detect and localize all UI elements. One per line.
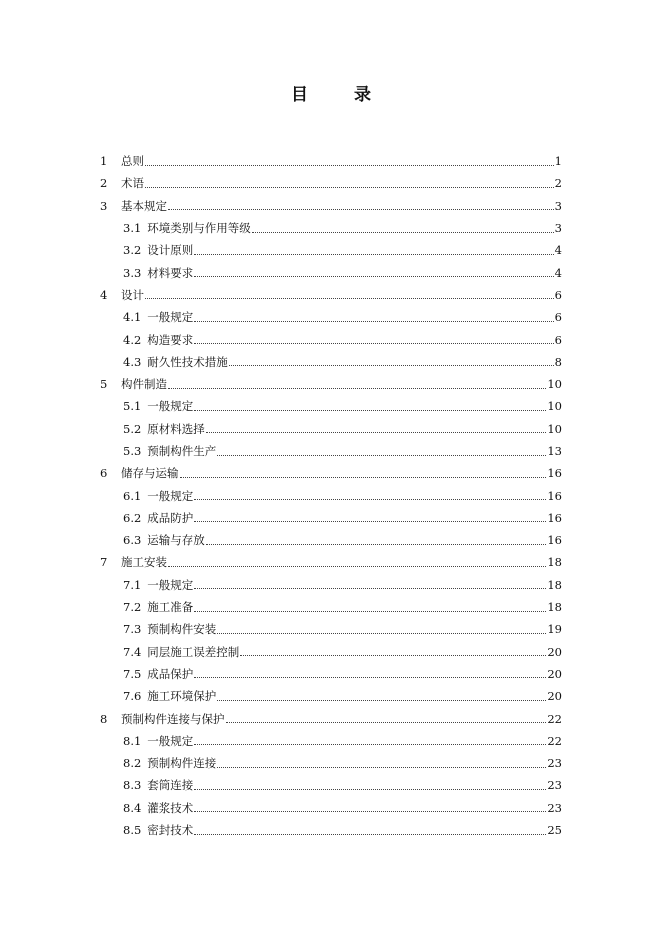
dot-leader (194, 254, 553, 255)
toc-entry-title: 运输与存放 (147, 533, 205, 548)
toc-entry-page: 22 (547, 711, 562, 726)
dot-leader (194, 588, 546, 589)
dot-leader (194, 677, 546, 678)
toc-chapter-entry[interactable] (100, 551, 562, 573)
toc-section-entry[interactable] (100, 797, 562, 819)
toc-entry-page: 10 (547, 377, 562, 392)
toc-chapter-entry[interactable] (100, 195, 562, 217)
toc-section-entry[interactable] (100, 440, 562, 462)
toc-section-entry[interactable] (100, 641, 562, 663)
toc-entry-number: 8.2 (123, 756, 142, 771)
toc-chapter-entry[interactable] (100, 284, 562, 306)
dot-leader (217, 633, 546, 634)
dot-leader (194, 744, 546, 745)
toc-entry-title: 预制构件连接 (147, 756, 217, 771)
toc-section-entry[interactable] (100, 261, 562, 283)
toc-section-entry[interactable] (100, 507, 562, 529)
toc-entry-title: 成品防护 (147, 510, 194, 525)
dot-leader (229, 365, 554, 366)
toc-section-entry[interactable] (100, 529, 562, 551)
dot-leader (145, 187, 554, 188)
toc-section-entry[interactable] (100, 685, 562, 707)
toc-entry-title: 预制构件连接与保护 (121, 711, 225, 726)
toc-entry-page: 2 (554, 176, 562, 191)
toc-entry-title: 一般规定 (147, 577, 194, 592)
toc-section-entry[interactable] (100, 752, 562, 774)
toc-entry-page: 1 (554, 154, 562, 169)
toc-entry-title: 设计原则 (147, 243, 194, 258)
toc-entry-number: 3.3 (123, 265, 142, 280)
toc-entry-page: 6 (554, 332, 562, 347)
toc-section-entry[interactable] (100, 328, 562, 350)
toc-entry-number: 8 (100, 711, 108, 726)
dot-leader (217, 455, 546, 456)
toc-entry-page: 25 (547, 823, 562, 838)
toc-entry-title: 成品保护 (147, 666, 194, 681)
toc-entry-number: 7.5 (123, 666, 142, 681)
toc-entry-number: 7.4 (123, 644, 142, 659)
toc-entry-page: 10 (547, 421, 562, 436)
toc-entry-number: 5.1 (123, 399, 142, 414)
dot-leader (194, 811, 546, 812)
dot-leader (194, 834, 546, 835)
toc-entry-number: 6 (100, 466, 108, 481)
toc-entry-page: 16 (547, 488, 562, 503)
toc-entry-page: 23 (547, 756, 562, 771)
toc-section-entry[interactable] (100, 217, 562, 239)
toc-entry-title: 预制构件安装 (147, 622, 217, 637)
toc-entry-title: 密封技术 (147, 823, 194, 838)
dot-leader (226, 722, 547, 723)
toc-entry-number: 7.1 (123, 577, 142, 592)
toc-entry-title: 术语 (121, 176, 144, 191)
toc-entry-page: 20 (547, 689, 562, 704)
toc-entry-number: 2 (100, 176, 108, 191)
toc-entry-title: 施工环境保护 (147, 689, 217, 704)
toc-entry-number: 8.5 (123, 823, 142, 838)
toc-entry-page: 18 (547, 555, 562, 570)
toc-entry-title: 施工准备 (147, 600, 194, 615)
toc-entry-number: 4.1 (123, 310, 142, 325)
toc-entry-number: 4.3 (123, 354, 142, 369)
toc-chapter-entry[interactable] (100, 462, 562, 484)
dot-leader (194, 343, 553, 344)
toc-section-entry[interactable] (100, 730, 562, 752)
toc-section-entry[interactable] (100, 306, 562, 328)
toc-entry-page: 18 (547, 577, 562, 592)
table-of-contents (100, 150, 562, 841)
toc-section-entry[interactable] (100, 351, 562, 373)
toc-section-entry[interactable] (100, 395, 562, 417)
toc-entry-page: 16 (547, 466, 562, 481)
toc-entry-number: 6.1 (123, 488, 142, 503)
toc-entry-title: 总则 (121, 154, 144, 169)
dot-leader (180, 477, 547, 478)
toc-entry-title: 灌浆技术 (147, 800, 194, 815)
toc-entry-page: 3 (554, 221, 562, 236)
dot-leader (217, 767, 546, 768)
toc-entry-title: 基本规定 (121, 198, 167, 213)
toc-entry-number: 5.2 (123, 421, 142, 436)
toc-section-entry[interactable] (100, 774, 562, 796)
toc-title: 目 录 (291, 85, 391, 105)
toc-entry-number: 7.3 (123, 622, 142, 637)
toc-entry-title: 预制构件生产 (147, 444, 217, 458)
dot-leader (194, 789, 546, 790)
dot-leader (168, 388, 546, 389)
toc-entry-page: 18 (547, 600, 562, 615)
toc-entry-title: 材料要求 (147, 265, 194, 280)
toc-section-entry[interactable] (100, 418, 562, 440)
toc-entry-number: 4.2 (123, 332, 142, 347)
toc-section-entry[interactable] (100, 484, 562, 506)
dot-leader (194, 276, 553, 277)
toc-entry-title: 一般规定 (147, 733, 194, 748)
toc-entry-page: 20 (547, 644, 562, 659)
toc-entry-page: 3 (554, 198, 562, 213)
dot-leader (194, 410, 546, 411)
toc-entry-title: 构件制造 (121, 377, 167, 392)
toc-entry-page: 19 (547, 622, 562, 637)
toc-chapter-entry[interactable] (100, 172, 562, 194)
dot-leader (206, 544, 547, 545)
toc-entry-page: 4 (554, 265, 562, 280)
toc-entry-page: 6 (554, 287, 562, 302)
toc-entry-page: 13 (547, 444, 562, 458)
toc-section-entry[interactable] (100, 819, 562, 841)
dot-leader (206, 432, 547, 433)
toc-entry-title: 构造要求 (147, 332, 194, 347)
toc-entry-title: 设计 (121, 287, 144, 302)
toc-entry-page: 16 (547, 533, 562, 548)
toc-entry-title: 一般规定 (147, 399, 194, 414)
dot-leader (168, 209, 554, 210)
toc-section-entry[interactable] (100, 596, 562, 618)
dot-leader (194, 611, 546, 612)
dot-leader (145, 165, 554, 166)
toc-section-entry[interactable] (100, 574, 562, 596)
toc-entry-number: 7.2 (123, 600, 142, 615)
toc-entry-title: 原材料选择 (147, 421, 205, 436)
dot-leader (145, 298, 554, 299)
dot-leader (194, 499, 546, 500)
toc-entry-title: 施工安装 (121, 555, 167, 570)
toc-entry-title: 同层施工误差控制 (147, 644, 240, 659)
toc-section-entry[interactable] (100, 663, 562, 685)
dot-leader (252, 232, 554, 233)
toc-entry-page: 20 (547, 666, 562, 681)
dot-leader (168, 566, 546, 567)
toc-section-entry[interactable] (100, 239, 562, 261)
toc-chapter-entry[interactable] (100, 373, 562, 395)
toc-entry-title: 耐久性技术措施 (147, 354, 228, 369)
toc-entry-title: 环境类别与作用等级 (147, 221, 251, 236)
toc-entry-number: 1 (100, 154, 108, 169)
toc-section-entry[interactable] (100, 618, 562, 640)
toc-entry-page: 23 (547, 778, 562, 793)
toc-entry-number: 7 (100, 555, 108, 570)
toc-entry-page: 10 (547, 399, 562, 414)
toc-entry-number: 5.3 (123, 444, 142, 458)
toc-entry-number: 3.2 (123, 243, 142, 258)
toc-entry-page: 6 (554, 310, 562, 325)
toc-entry-number: 8.4 (123, 800, 142, 815)
toc-entry-number: 6.2 (123, 510, 142, 525)
dot-leader (194, 321, 553, 322)
toc-entry-number: 8.3 (123, 778, 142, 793)
toc-entry-page: 23 (547, 800, 562, 815)
toc-entry-title: 一般规定 (147, 488, 194, 503)
toc-entry-page: 8 (554, 354, 562, 369)
dot-leader (217, 700, 546, 701)
toc-entry-number: 4 (100, 287, 108, 302)
toc-entry-number: 7.6 (123, 689, 142, 704)
toc-chapter-entry[interactable] (100, 150, 562, 172)
dot-leader (194, 521, 546, 522)
toc-entry-number: 3.1 (123, 221, 142, 236)
toc-entry-number: 8.1 (123, 733, 142, 748)
toc-entry-number: 5 (100, 377, 108, 392)
toc-entry-page: 4 (554, 243, 562, 258)
toc-entry-number: 6.3 (123, 533, 142, 548)
toc-entry-title: 套筒连接 (147, 778, 194, 793)
toc-entry-number: 3 (100, 198, 108, 213)
toc-chapter-entry[interactable] (100, 707, 562, 729)
dot-leader (240, 655, 546, 656)
toc-entry-title: 一般规定 (147, 310, 194, 325)
toc-entry-title: 储存与运输 (121, 466, 179, 481)
toc-entry-page: 22 (547, 733, 562, 748)
toc-entry-page: 16 (547, 510, 562, 525)
